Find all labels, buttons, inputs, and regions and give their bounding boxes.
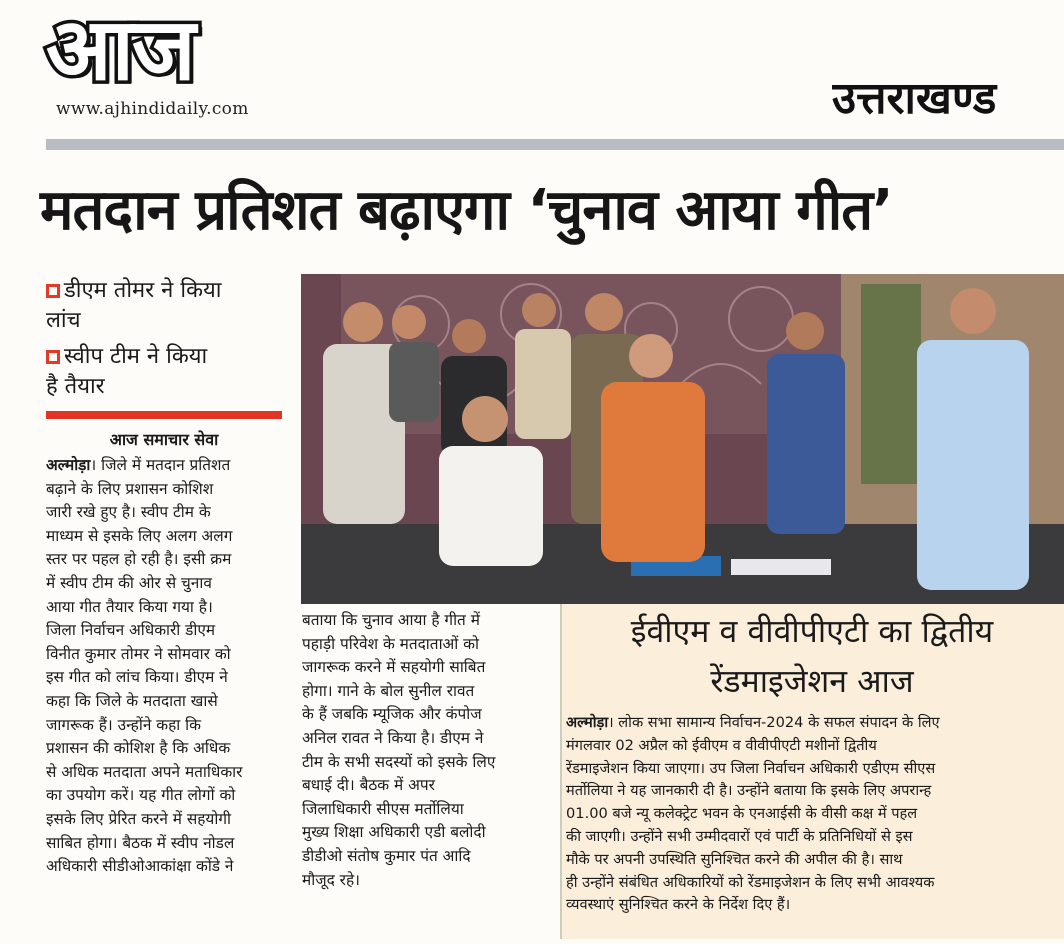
text-line: माध्यम से इसके लिए अलग अलग [46, 526, 233, 545]
text-line: मंगलवार 02 अप्रैल को ईवीएम व वीवीपीएटी मशीनों द्वितीय [566, 736, 877, 754]
text-line: मुख्य शिक्षा अधिकारी एडी बलोदी [302, 823, 486, 842]
website-url: www.ajhindidaily.com [56, 99, 249, 119]
story2-headline [566, 606, 1058, 706]
news-photo [301, 274, 1064, 604]
dateline: अल्मोड़ा [46, 456, 91, 474]
text-line: जागरूक करने में सहयोगी साबित [302, 658, 486, 677]
text-line: आया गीत तैयार किया गया है। [46, 597, 213, 616]
subhead-1-line1: डीएम तोमर ने किया [64, 278, 222, 303]
text-line: जिलाधिकारी सीएस मर्तोलिया [302, 799, 464, 818]
text-line: विनीत कुमार तोमर ने सोमवार को [46, 644, 231, 663]
bullet-box-icon [46, 284, 60, 298]
text-line: अनिल रावत ने किया है। डीएम ने [302, 728, 484, 747]
text-line: साबित होगा। बैठक में स्वीप नोडल [46, 833, 235, 852]
text-line: जिला निर्वाचन अधिकारी डीएम [46, 621, 216, 640]
main-headline: मतदान प्रतिशत बढ़ाएगा ‘चुनाव आया गीत’ [40, 178, 893, 243]
text-line: मौके पर अपनी उपस्थिति सुनिश्चित करने की अपील की है। साथ [566, 850, 903, 868]
story1-column1 [46, 454, 284, 879]
text-line: बधाई दी। बैठक में अपर [302, 776, 435, 795]
text-line: में स्वीप टीम की ओर से चुनाव [46, 573, 212, 592]
text-line: मर्तोलिया ने यह जानकारी दी है। उन्होंने बताया कि इसके लिए अपरान्ह [566, 782, 932, 800]
text-line: इस गीत को लांच किया। डीएम ने [46, 668, 228, 687]
story2-body [566, 712, 1056, 917]
text-line: की जाएगी। उन्होंने सभी उम्मीदवारों एवं पार्टी के प्रतिनिधियों से इस [566, 827, 913, 845]
text-line: जागरूक हैं। उन्होंने कहा कि [46, 715, 201, 734]
byline: आज समाचार सेवा [109, 430, 219, 449]
text-line: होगा। गाने के बोल सुनील रावत [302, 681, 475, 700]
text-line: डीडीओ संतोष कुमार पंत आदि [302, 846, 471, 865]
text-line: अल्मोड़ा। जिले में मतदान प्रतिशत [46, 456, 231, 474]
subhead-2 [46, 342, 286, 402]
text-line: ही उन्होंने संबंधित अधिकारियों को रेंडमाइजेशन के लिए सभी आवश्यक [566, 873, 935, 891]
text-line: बढ़ाने के लिए प्रशासन कोशिश [46, 479, 214, 498]
text-line: जारी रखे हुए है। स्वीप टीम के [46, 503, 211, 522]
text-line: प्रशासन की कोशिश है कि अधिक [46, 739, 231, 758]
newspaper-logo: आज [46, 0, 194, 100]
group-photo-illustration [301, 274, 1064, 604]
text-line: पहाड़ी परिवेश के मतदाताओं को [302, 634, 479, 653]
subhead-1-line2: लांच [46, 308, 81, 333]
dateline: अल्मोड़ा [566, 714, 609, 731]
subhead-2-line2: है तैयार [46, 374, 105, 399]
text-line: अल्मोड़ा। लोक सभा सामान्य निर्वाचन-2024 के सफल संपादन के लिए [566, 714, 940, 731]
text-line: से अधिक मतदाता अपने मताधिकार [46, 762, 243, 781]
text-line: बताया कि चुनाव आया है गीत में [302, 611, 480, 629]
text-line: अधिकारी सीडीओआकांक्षा कोंडे ने [46, 857, 234, 876]
story2-headline-line1: ईवीएम व वीवीपीएटी का द्वितीय [630, 612, 994, 650]
text-line: व्यवस्थाएं सुनिश्चित करने के निर्देश दिए हैं। [566, 896, 791, 914]
subhead-2-line1: स्वीप टीम ने किया [64, 344, 208, 369]
text-line: रेंडमाइजेशन किया जाएगा। उप जिला निर्वाचन अधिकारी एडीएम सीएस [566, 759, 936, 777]
subhead-1 [46, 276, 286, 336]
bullet-box-icon [46, 350, 60, 364]
text-line: स्तर पर पहल हो रही है। इसी क्रम [46, 550, 232, 569]
red-rule [46, 411, 282, 419]
header-divider [46, 139, 1064, 150]
section-title: उत्तराखण्ड [832, 73, 997, 124]
story2-headline-line2: रेंडमाइजेशन आज [710, 662, 914, 700]
text-line: इसके लिए प्रेरित करने में सहयोगी [46, 809, 231, 828]
text-line: टीम के सभी सदस्यों को इसके लिए [302, 752, 496, 771]
story1-column2 [302, 609, 552, 892]
text-line: 01.00 बजे न्यू कलेक्ट्रेट भवन के एनआईसी के वीसी कक्ष में पहल [566, 805, 918, 823]
text-line: कहा कि जिले के मतदाता खासे [46, 691, 218, 710]
text-line: मौजूद रहे। [302, 870, 360, 889]
text-line: के हैं जबकि म्यूजिक और कंपोज [302, 705, 482, 724]
text-line: का उपयोग करें। यह गीत लोगों को [46, 786, 236, 805]
